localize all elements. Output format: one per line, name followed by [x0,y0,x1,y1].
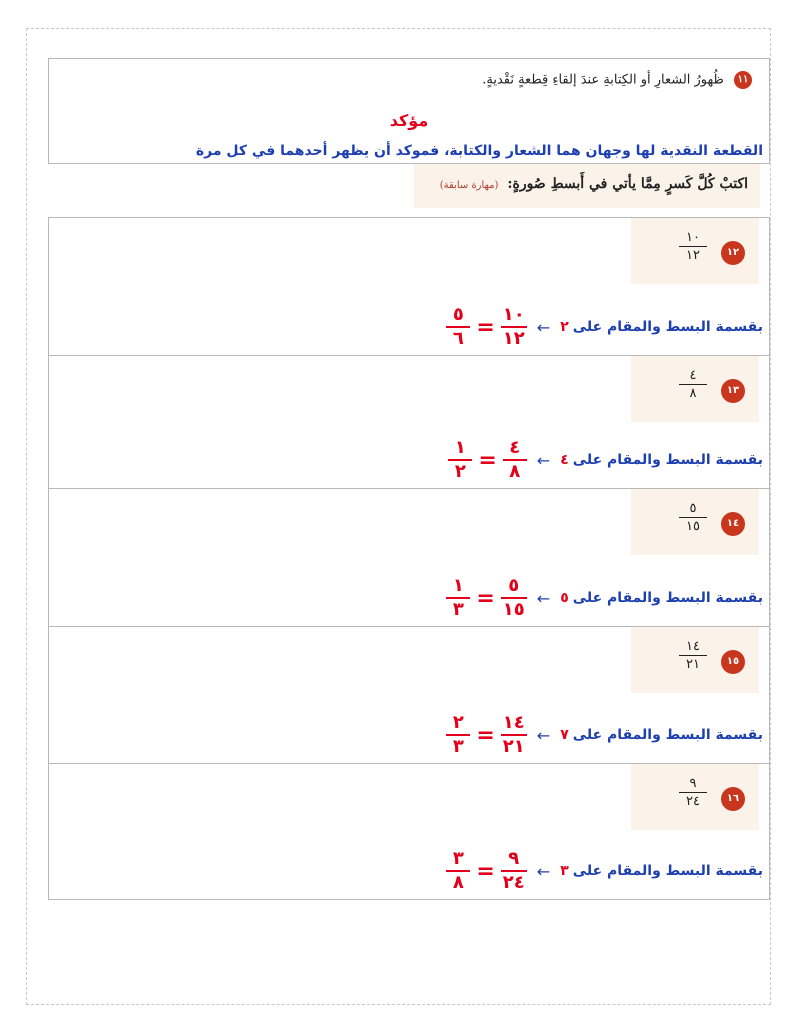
question-fraction [679,639,707,672]
question-fraction [679,230,707,263]
fraction-numerator: ٥ [446,305,470,328]
question-number-badge: ١٢ [721,241,745,265]
fraction-item [48,356,770,489]
question-fraction-box [631,218,759,284]
simplified-fraction [446,849,470,893]
fraction-denominator: ١٢ [502,328,525,349]
solution-divisor: ٣ [560,863,569,879]
question-fraction-box [631,764,759,830]
fraction-denominator: ١٥ [686,519,700,534]
solution-text: بقسمة البسط والمقام على [572,727,763,743]
fraction-item [48,764,770,900]
question-text: ظُهورُ الشعارِ أو الكِتابةِ عندَ إلقاءِ قِطعةٍ نَقْديةٍ. [482,72,724,88]
arrow-icon: ← [536,861,551,881]
fraction-numerator: ١٠ [679,230,707,247]
equals-sign: = [476,722,495,748]
solution-text: بقسمة البسط والمقام على [572,590,763,606]
question-fraction-box [631,627,759,693]
simplified-fraction [446,305,470,349]
fraction-denominator: ٦ [452,328,464,349]
simplified-fraction [448,438,472,482]
solution-line [446,305,763,349]
question-11-text-row [482,71,752,89]
fraction-numerator: ٢ [446,713,470,736]
question-number-badge: ١٦ [721,787,745,811]
question-fraction-box [631,356,759,422]
arrow-icon: ← [536,450,551,470]
original-fraction [501,576,527,620]
fraction-item [48,627,770,764]
question-fraction [679,368,707,401]
worksheet [48,58,770,900]
fraction-numerator: ٥ [501,576,527,599]
simplified-fraction [446,576,470,620]
solution-divisor: ٥ [560,590,569,606]
solution-line [448,438,763,482]
question-fraction [679,776,707,809]
original-fraction [501,849,527,893]
instruction-hint: (مهارة سابقة) [439,180,499,191]
fraction-numerator: ٣ [446,849,470,872]
fraction-item [48,217,770,356]
question-number-badge: ١٣ [721,379,745,403]
solution-divisor: ٤ [560,452,569,468]
fraction-numerator: ١٠ [501,305,527,328]
fraction-denominator: ٢٤ [502,872,525,893]
solution-text: بقسمة البسط والمقام على [572,863,763,879]
arrow-icon: ← [536,317,551,337]
equals-sign: = [476,858,495,884]
simplified-fraction [446,713,470,757]
fraction-numerator: ٤ [503,438,527,461]
fraction-numerator: ١ [446,576,470,599]
equals-sign: = [476,314,495,340]
original-fraction [501,305,527,349]
fraction-denominator: ٨ [689,386,697,401]
fraction-numerator: ٩ [501,849,527,872]
instruction-text [440,176,748,192]
solution-line [446,713,763,757]
fraction-numerator: ١ [448,438,472,461]
solution-divisor: ٧ [560,727,569,743]
question-fraction [679,501,707,534]
fraction-denominator: ١٢ [686,248,700,263]
fraction-denominator: ٨ [509,461,521,482]
answer-explanation: القطعة النقدية لها وجهان هما الشعار والكتابة، فموكد أن يظهر أحدهما في كل مرة [195,143,763,159]
fraction-numerator: ٩ [679,776,707,793]
fraction-denominator: ٢١ [686,657,700,672]
instruction-box [414,164,760,208]
question-number-badge: ١١ [734,71,752,89]
fraction-denominator: ٢١ [502,736,525,757]
solution-line [446,849,763,893]
fraction-items [48,217,770,900]
answer-word: مؤكد [389,111,429,130]
fraction-denominator: ٢٤ [686,794,700,809]
fraction-denominator: ٢ [454,461,466,482]
equals-sign: = [476,585,495,611]
equals-sign: = [478,447,497,473]
fraction-item [48,489,770,627]
question-number-badge: ١٤ [721,512,745,536]
fraction-denominator: ١٥ [502,599,525,620]
original-fraction [501,713,527,757]
question-11-panel [48,58,770,164]
solution-text: بقسمة البسط والمقام على [572,452,763,468]
solution-divisor: ٢ [560,319,569,335]
fraction-denominator: ٨ [452,872,464,893]
instruction-label: اكتبْ كُلَّ كَسرٍ مِمَّا يأتي في أَبسطِ صُورةٍ: [507,176,748,192]
question-number-badge: ١٥ [721,650,745,674]
fraction-denominator: ٣ [452,736,464,757]
fraction-numerator: ٤ [679,368,707,385]
arrow-icon: ← [536,588,551,608]
solution-text: بقسمة البسط والمقام على [572,319,763,335]
fraction-numerator: ٥ [679,501,707,518]
fraction-denominator: ٣ [452,599,464,620]
solution-line [446,576,763,620]
fraction-numerator: ١٤ [679,639,707,656]
fraction-numerator: ١٤ [501,713,527,736]
question-fraction-box [631,489,759,555]
original-fraction [503,438,527,482]
arrow-icon: ← [536,725,551,745]
